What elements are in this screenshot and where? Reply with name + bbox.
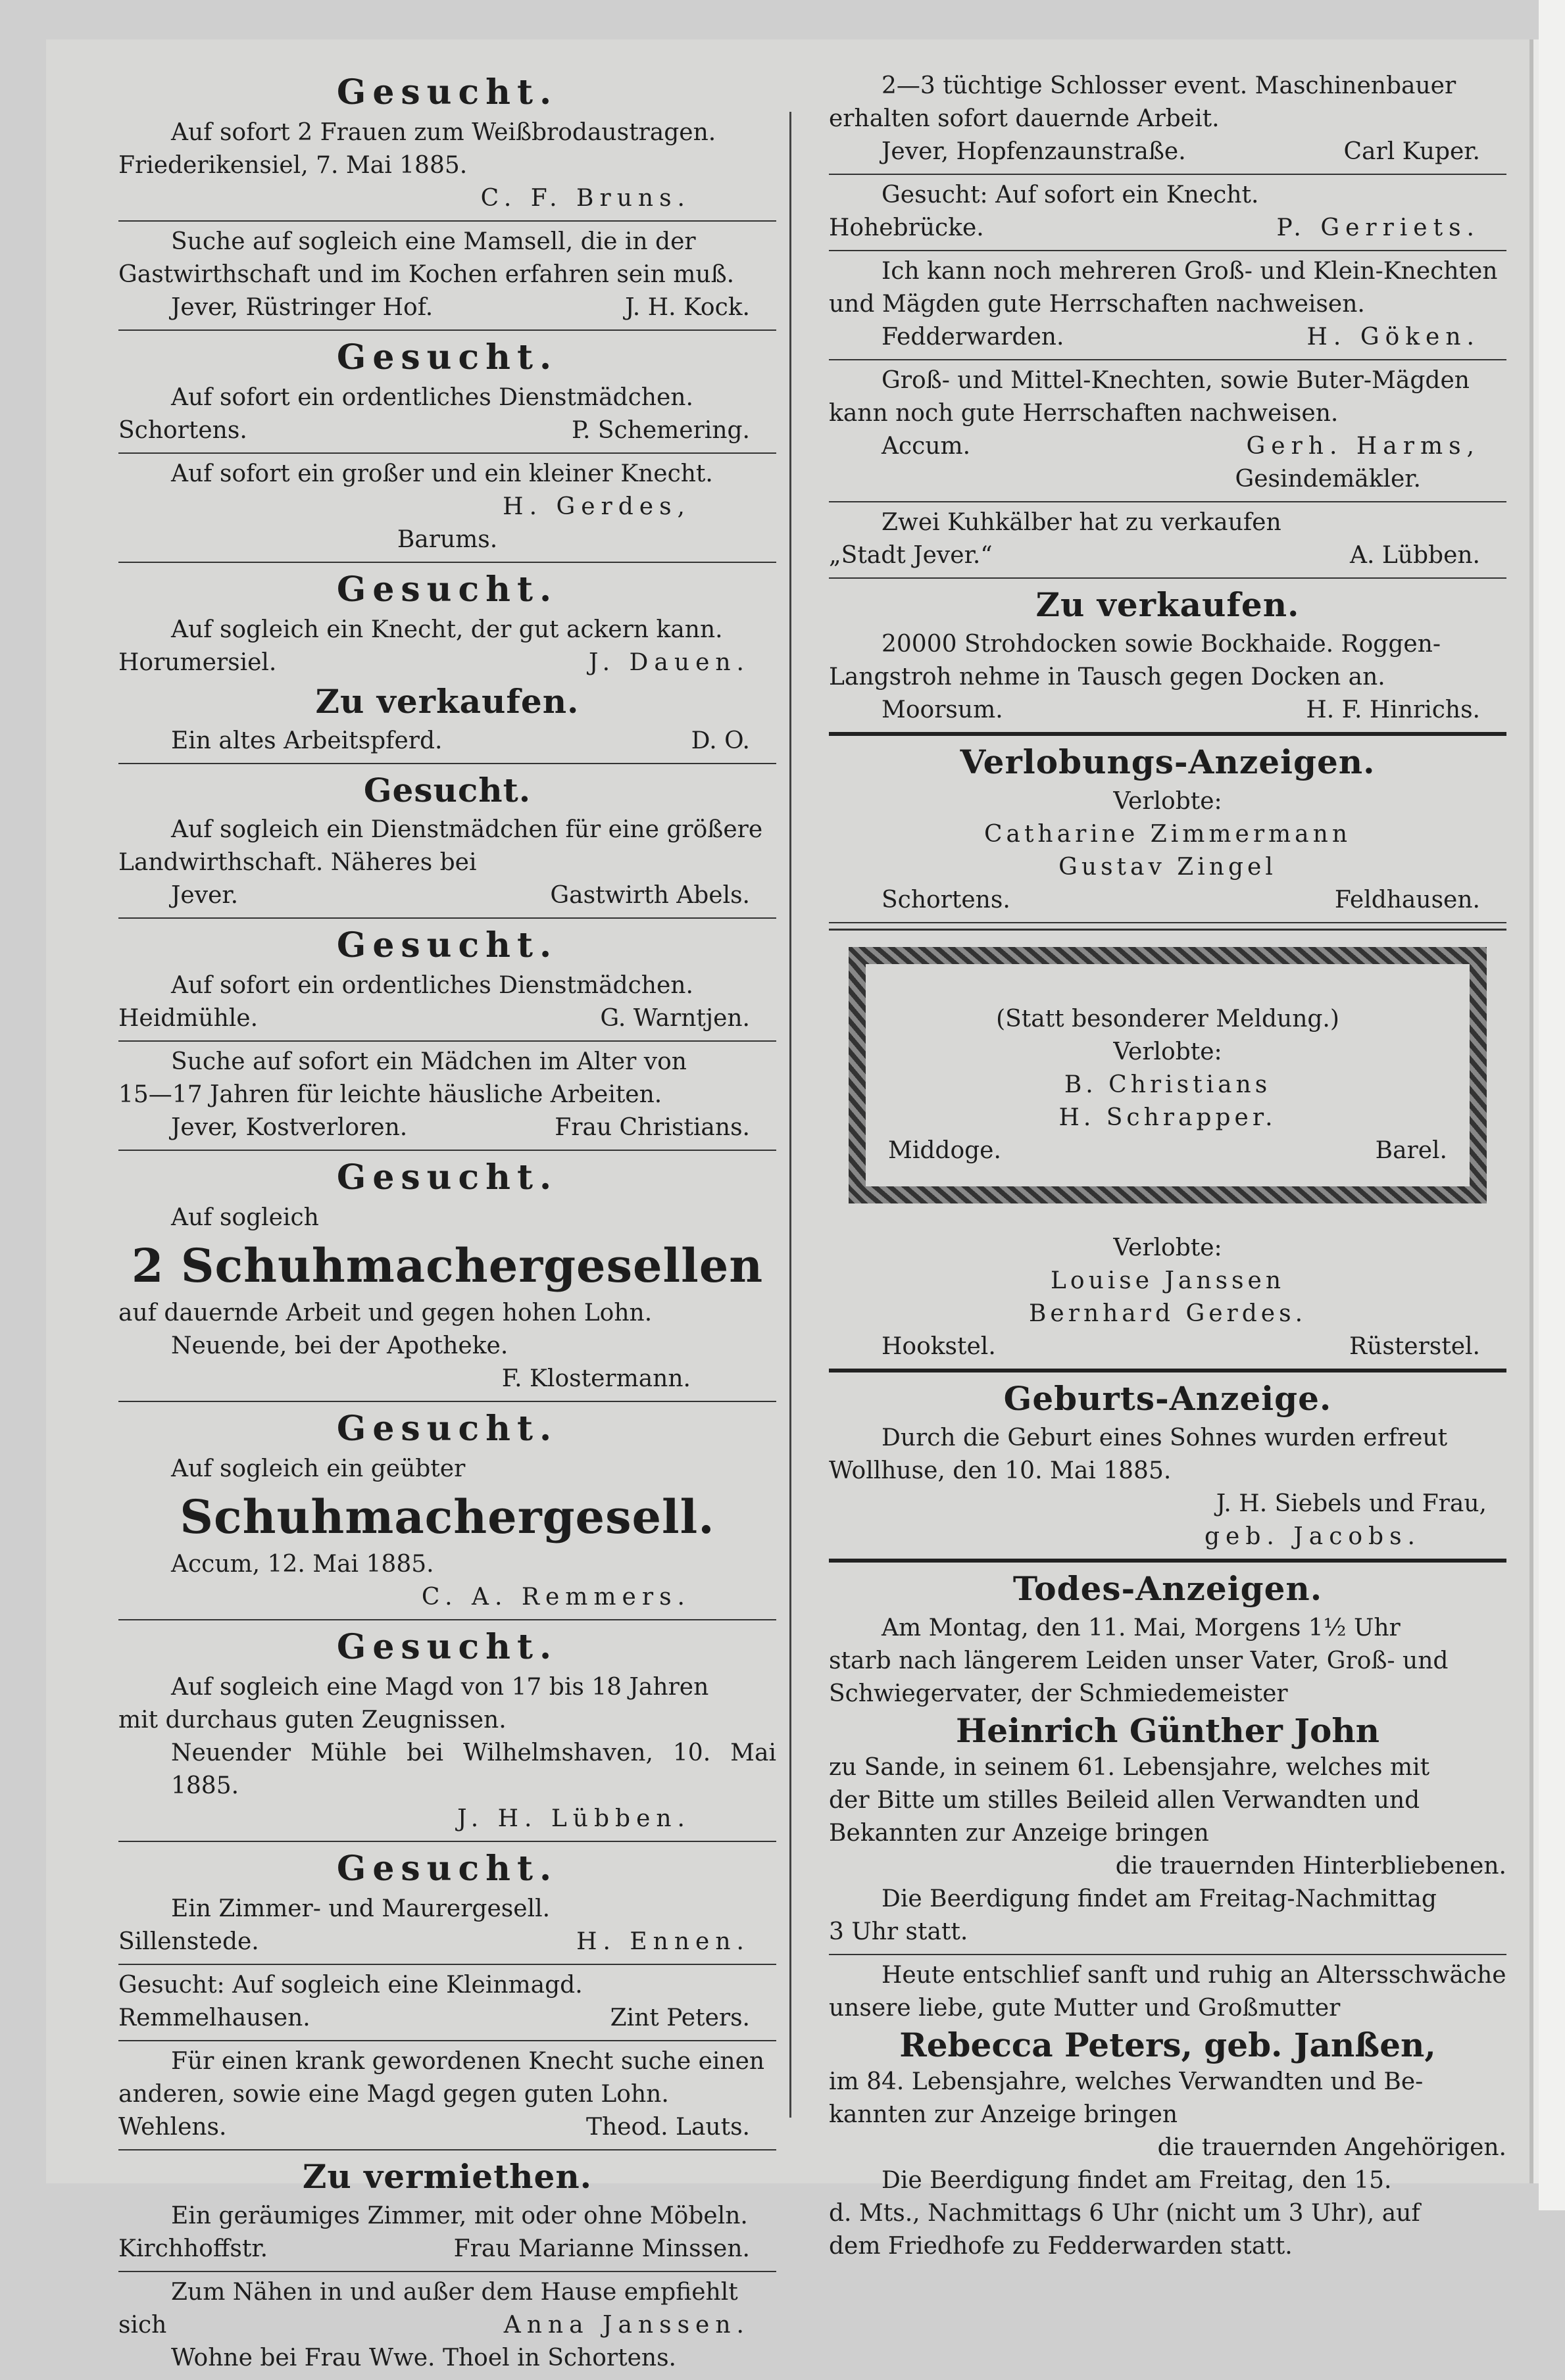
notice-text: Wollhuse, den 10. Mai 1885. [829,1457,1172,1484]
engagement-place: Hookstel. [882,1333,996,1360]
ad-signature: H. F. Hinrichs. [1306,696,1480,723]
notice-signature: J. H. Siebels und Frau, [1216,1490,1487,1517]
ad-place: Sillenstede. [118,1928,259,1955]
engagement-janssen [829,1228,1506,1372]
ad-signature: Gerh. Harms, [1246,433,1480,460]
ad-place: „Stadt Jever.“ [829,542,993,569]
notice-text: Am Montag, den 11. Mai, Morgens 1½ Uhr [882,1615,1401,1641]
ad-text: Wohne bei Frau Wwe. Thoel in Schortens. [171,2344,676,2371]
ad-text: Auf sogleich ein Knecht, der gut ackern kann. [171,616,723,643]
ad-footer [118,414,776,447]
ad-text: Neuende, bei der Apotheke. [171,1332,509,1359]
ad-signature: H. Ennen. [576,1928,750,1955]
section-heading: Verlobungs-Anzeigen. [960,742,1376,781]
engagement-places [829,884,1506,917]
engagement-label: Verlobte: [1113,1038,1222,1065]
ad-big-text: Schuhmachergesell. [180,1490,715,1544]
ad-place: Horumersiel. [118,649,277,676]
ad-footer [118,1002,776,1035]
ad-text: Auf sofort 2 Frauen zum Weißbrodaustragen. [171,119,716,146]
notice-text: der Bitte um stilles Beileid allen Verwandten und [829,1787,1420,1814]
engagement-places [829,1330,1506,1363]
ad-gerriets [829,175,1506,251]
notice-text: Heute entschlief sanft und ruhig an Altersschwäche [882,1962,1506,1989]
ad-text: Langstroh nehme in Tausch gegen Docken an. [829,664,1385,691]
engagement-place: Feldhausen. [1334,886,1480,913]
deceased-name: Heinrich Günther John [955,1711,1380,1750]
ad-footer [118,1926,776,1958]
engagement-place: Schortens. [882,886,1010,913]
ad-place: Jever, Hopfenzaunstraße. [882,138,1186,165]
ad-text: Auf sofort ein ordentliches Dienstmädchen. [171,384,693,411]
ad-goeken [829,251,1506,360]
notice-text: Bekannten zur Anzeige bringen [829,1820,1209,1847]
engagement-name: H. Schrapper. [1058,1104,1277,1131]
ad-place: Heidmühle. [118,1005,259,1032]
notice-text: Durch die Geburt eines Sohnes wurden erfreut [882,1424,1448,1451]
ornamental-frame [829,929,1506,1220]
engagement-name: Bernhard Gerdes. [1028,1300,1307,1327]
ad-signature: C. A. Remmers. [421,1584,691,1611]
ad-footer [118,2111,776,2144]
notice-text: d. Mts., Nachmittags 6 Uhr (nicht um 3 Uhr), auf [829,2200,1420,2227]
ad-heading: Gesucht. [336,570,559,610]
ad-text: Auf sogleich eine Magd von 17 bis 18 Jahren [171,1674,709,1701]
right-column [829,66,1506,2268]
ad-place: Accum. [882,433,971,460]
ad-text: Auf sofort ein großer und ein kleiner Knecht. [171,460,713,487]
ad-signature: A. Lübben. [1350,542,1480,569]
ad-text: Ein Zimmer- und Maurergesell. [171,1895,551,1922]
ad-place: Schortens. [118,417,247,444]
left-column [118,66,776,2380]
ad-signature: G. Warntjen. [600,1005,750,1032]
ad-text: Ein altes Arbeitspferd. [171,727,443,754]
ad-text: Accum, 12. Mai 1885. [171,1551,434,1578]
ad-text: Auf sogleich [171,1204,319,1231]
ad-text: Groß- und Mittel-Knechten, sowie Buter-Mägden [882,367,1470,394]
notice-signature: die trauernden Angehörigen. [1157,2134,1506,2161]
ad-place: Fedderwarden. [882,324,1064,351]
ad-signature: Carl Kuper. [1343,138,1480,165]
ad-text: sich [118,2312,167,2339]
engagement-places [888,1134,1447,1167]
ad-footer [829,321,1506,354]
ad-text: 15—17 Jahren für leichte häusliche Arbeiten. [118,1081,662,1108]
ad-signature: Theod. Lauts. [585,2114,750,2141]
ad-signature: Frau Marianne Minssen. [453,2235,750,2262]
ad-signature: D. O. [691,727,750,754]
ad-text: Gesucht: Auf sogleich eine Kleinmagd. [118,1972,583,1999]
engagement-place: Middoge. [888,1137,1001,1164]
notice-text: Schwiegervater, der Schmiedemeister [829,1680,1288,1707]
ad-text: Auf sogleich ein Dienstmädchen für eine größere [171,816,763,843]
ad-footer [118,2233,776,2266]
ad-signature: J. H. Kock. [625,294,750,321]
ad-text: Gastwirthschaft und im Kochen erfahren sein muß. [118,261,735,288]
ad-signature: F. Klostermann. [501,1365,691,1392]
ad-heading: Gesucht. [336,1409,559,1449]
section-heading: Todes-Anzeigen. [1012,1569,1323,1608]
ad-text: Zwei Kuhkälber hat zu verkaufen [882,509,1281,536]
notice-text: im 84. Lebensjahre, welches Verwandten und Be- [829,2068,1424,2095]
ad-footer [118,2002,776,2035]
ad-signature: Frau Christians. [555,1114,750,1141]
ad-text: Friederikensiel, 7. Mai 1885. [118,152,468,179]
ad-christians [118,1042,776,1151]
ad-text: Landwirthschaft. Näheres bei [118,849,477,876]
ad-text: Suche auf sofort ein Mädchen im Alter von [171,1048,687,1075]
ad-text: Suche auf sogleich eine Mamsell, die in der [171,228,696,255]
ad-heading: Zu vermiethen. [302,2157,593,2196]
notice-text: starb nach längerem Leiden unser Vater, Groß- und [829,1647,1449,1674]
ad-luebben [118,1620,776,1842]
ad-text: Auf sofort ein ordentliches Dienstmädchen. [171,972,693,999]
ad-footer [118,725,776,758]
engagement-name: Louise Janssen [1050,1267,1285,1294]
ad-signature: J. Dauen. [589,649,750,676]
ad-footer [829,212,1506,245]
ad-heading: Zu verkaufen. [315,682,580,721]
ad-place: Jever, Rüstringer Hof. [171,294,434,321]
ad-text: Ich kann noch mehreren Groß- und Klein-Knechten [882,258,1498,285]
ad-footer [829,539,1506,572]
ad-text: 20000 Strohdocken sowie Bockhaide. Roggen- [882,631,1441,658]
notice-signature: geb. Jacobs. [1205,1523,1421,1550]
ad-heading: Gesucht. [336,925,559,965]
engagement-name: Gustav Zingel [1058,854,1277,881]
deceased-name: Rebecca Peters, geb. Janßen, [899,2026,1436,2064]
death-notice-john [829,1563,1506,1955]
ad-text: und Mägden gute Herrschaften nachweisen. [829,291,1365,318]
newspaper-page [46,39,1529,2371]
ad-text: auf dauernde Arbeit und gegen hohen Lohn. [118,1299,653,1326]
ad-place: Kirchhoffstr. [118,2235,268,2262]
ad-heading: Gesucht. [336,1627,559,1667]
ad-heading: Zu verkaufen. [1035,585,1300,624]
engagement-label: Verlobte: [1113,788,1222,815]
column-divider [789,112,791,2118]
engagement-zimmermann [829,736,1506,923]
ad-signature: C. F. Bruns. [480,185,691,212]
ad-text: Ein geräumiges Zimmer, mit oder ohne Möbeln. [171,2202,748,2229]
ad-signature: Gastwirth Abels. [550,882,750,909]
section-heading: Geburts-Anzeige. [1003,1379,1332,1418]
ad-text: kann noch gute Herrschaften nachweisen. [829,400,1339,427]
ad-big-text: 2 Schuhmachergesellen [131,1238,764,1293]
ad-text: 2—3 tüchtige Schlosser event. Maschinenbauer [882,72,1456,99]
ad-heading: Gesucht. [363,771,532,810]
ad-gerdes [118,454,776,563]
ad-text: anderen, sowie eine Magd gegen guten Lohn. [118,2081,669,2108]
ad-place: Moorsum. [882,696,1003,723]
ad-footer [829,430,1506,463]
framed-note: (Statt besonderer Meldung.) [996,1006,1339,1032]
ad-text: Auf sogleich ein geübter [171,1455,466,1482]
ad-heading: Gesucht. [336,1849,559,1889]
ad-warntjen [118,919,776,1042]
ad-signature: H. Göken. [1306,324,1480,351]
ad-text: Für einen krank gewordenen Knecht suche einen [171,2048,765,2075]
ad-signature: Anna Janssen. [503,2312,750,2339]
ad-signature: P. Schemering. [572,417,750,444]
ad-text: Neuender Mühle bei Wilhelmshaven, 10. Mai 1885. [171,1739,776,1799]
ad-bruns [118,66,776,222]
ad-heading: Gesucht. [336,1157,559,1198]
ad-text: Zum Nähen in und außer dem Hause empfiehlt [171,2279,738,2306]
ad-footer [829,135,1506,168]
notice-text: kannten zur Anzeige bringen [829,2101,1178,2128]
notice-text: zu Sande, in seinem 61. Lebensjahre, welches mit [829,1754,1430,1781]
ad-klostermann [118,1151,776,1402]
notice-text: Die Beerdigung findet am Freitag, den 15. [882,2167,1392,2194]
ad-footer [118,1111,776,1144]
notice-text: Die Beerdigung findet am Freitag-Nachmittag [882,1885,1437,1912]
ad-minssen [118,2150,776,2272]
death-notice-peters [829,1955,1506,2268]
ad-signature-title: Gesindemäkler. [1235,466,1421,493]
ad-janssen [118,2272,776,2380]
ad-place: Wehlens. [118,2114,227,2141]
framed-engagement [888,1003,1447,1167]
ad-schemering [118,331,776,454]
ad-abels [118,764,776,919]
ad-text: mit durchaus guten Zeugnissen. [118,1707,507,1734]
ad-footer [118,2309,776,2342]
ad-footer [118,291,776,324]
ad-heading: Gesucht. [336,72,559,112]
ad-text: Gesucht: Auf sofort ein Knecht. [882,182,1259,208]
ad-footer [829,694,1506,727]
ad-footer [118,646,776,679]
ad-a-luebben [829,502,1506,579]
engagement-place: Rüsterstel. [1349,1333,1480,1360]
engagement-name: Catharine Zimmermann [983,821,1352,848]
ad-zint-peters [118,1965,776,2041]
ad-place: Jever. [171,882,239,909]
ad-ennen [118,1842,776,1965]
notice-text: unsere liebe, gute Mutter und Großmutter [829,1995,1341,2022]
ad-signature: H. Gerdes, [503,493,691,520]
ad-dauen [118,563,776,764]
ad-signature: P. Gerriets. [1276,214,1480,241]
ad-place: Remmelhausen. [118,2004,311,2031]
birth-notice [829,1372,1506,1563]
ad-text: erhalten sofort dauernde Arbeit. [829,105,1220,132]
ad-hinrichs [829,579,1506,736]
notice-text: 3 Uhr statt. [829,1918,968,1945]
notice-signature: die trauernden Hinterbliebenen. [1115,1853,1506,1880]
engagement-name: B. Christians [1064,1071,1272,1098]
engagement-place: Barel. [1375,1137,1447,1164]
ad-remmers [118,1402,776,1620]
ad-heading: Gesucht. [336,337,559,377]
notice-text: dem Friedhofe zu Fedderwarden statt. [829,2233,1293,2260]
ad-lauts [118,2041,776,2150]
ad-kock [118,222,776,331]
ad-harms [829,360,1506,502]
ad-footer [118,879,776,912]
ad-place: Jever, Kostverloren. [171,1114,408,1141]
page-edge [1539,0,1565,2210]
engagement-label: Verlobte: [1113,1234,1222,1261]
ad-signature: Zint Peters. [610,2004,750,2031]
ad-signature: J. H. Lübben. [457,1805,691,1832]
ad-kuper [829,66,1506,175]
ad-place: Hohebrücke. [829,214,984,241]
ad-signature-place: Barums. [397,526,498,553]
